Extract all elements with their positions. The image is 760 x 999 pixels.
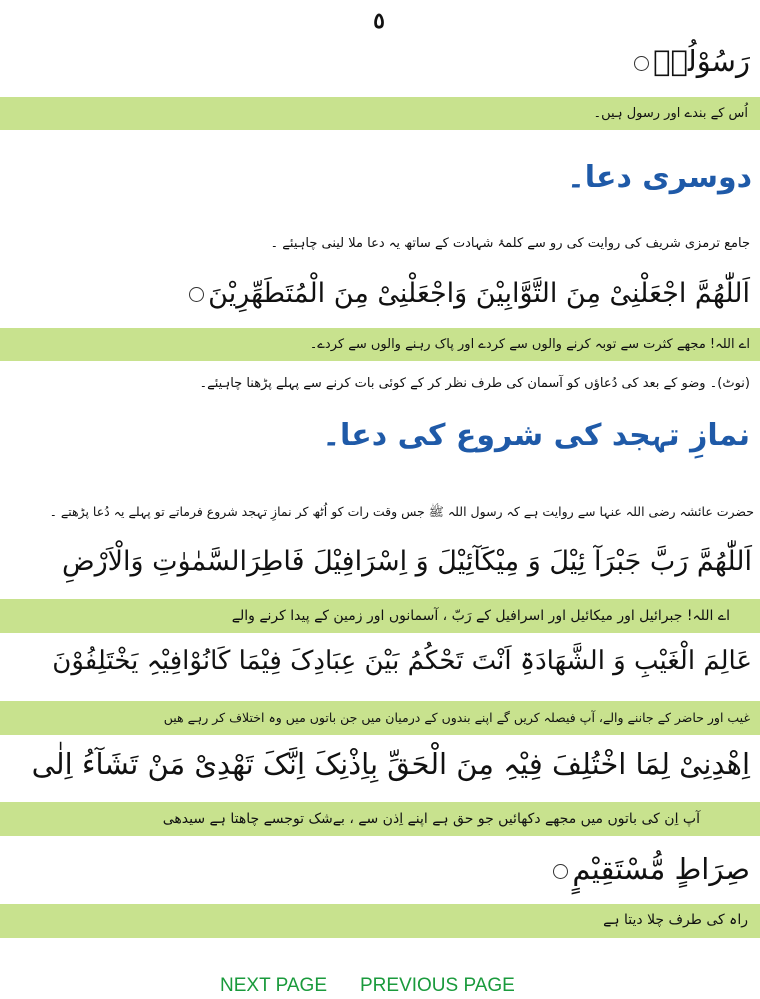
arabic-line-4 <box>553 852 750 886</box>
translation-text-6: راہ کی طرف چلا دیتا ہے <box>603 912 748 928</box>
translation-text-2: اے اللہ! مجھے کثرت سے توبہ کرنے والوں سے کردے اور پاک رہنے والوں سے کردے۔ <box>309 337 750 352</box>
second-dua-arabic-line <box>189 278 750 309</box>
verse-end-circle-icon <box>634 56 649 71</box>
note-text: (نوٹ)۔ وضو کے بعد کی دُعاؤں کو آسمان کی طرف نظر کر کے کوئی بات کرنے سے پہلے پڑھنا چاہیئے۔ <box>199 376 750 391</box>
intro-tahajjud-dua: حضرت عائشہ رضی اللہ عنہا سے روایت ہے کہ رسول اللہ ﷺ جس وقت رات کو اُٹھ کر نمازِ تہجد شروع فرماتے تو پہلے یہ دُعا پڑھتے ۔ <box>49 504 754 519</box>
heading-second-dua: دوسری دعا۔ <box>567 160 752 195</box>
intro-second-dua: جامع ترمزی شریف کی روایت کی رو سے کلمۂ شہادت کے ساتھ یہ دعا ملا لینی چاہیئے ۔ <box>270 236 750 251</box>
verse-end-circle-icon <box>189 287 204 302</box>
arabic-line-3: اِھْدِنِیْ لِمَا اخْتُلِفَ فِیْہِ مِنَ الْحَقِّ بِاِذْنِکَ اِنَّکَ تَھْدِیْ مَنْ تَشَآءُ اِلٰی <box>31 747 750 781</box>
translation-text-5: آپ اِن کی باتوں میں مجھے دکھائیں جو حق ہے اپنے اِذن سے ، بےشک توجسے چاھتا ہے سیدھی <box>162 811 700 827</box>
previous-page-link[interactable]: PREVIOUS PAGE <box>360 975 515 996</box>
translation-text-4: غیب اور حاضر کے جاننے والے، آپ فیصلہ کریں گے اپنے بندوں کے درمیان میں جن باتوں میں وہ اختلاف کر رہے ھیں <box>163 710 750 725</box>
arabic-line-2: عَالِمَ الْغَیْبِ وَ الشَّھَادَۃِ اَنْتَ تَحْکُمُ بَیْنَ عِبَادِکَ فِیْمَا کَانُوْافِیْہِ یَخْتَلِفُوْنَ <box>52 646 752 676</box>
verse-end-circle-icon <box>553 864 568 879</box>
arabic-line-1: اَللّٰھُمَّ رَبَّ جَبْرَآ ئِیْلَ وَ مِیْکَآئِیْلَ وَ اِسْرَافِیْلَ فَاطِرَالسَّمٰوٰتِ وَالْاَرْضِ <box>61 546 752 577</box>
translation-text-3: اے اللہ! جبرائیل اور میکائیل اور اسرافیل کے رَبّ ، آسمانوں اور زمین کے پیدا کرنے والے <box>231 608 730 624</box>
translation-text-1: اُس کے بندے اور رسول ہیں۔ <box>593 106 748 121</box>
next-page-link[interactable]: NEXT PAGE <box>220 975 327 996</box>
heading-tahajjud-dua: نمازِ تہجد کی شروع کی دعا۔ <box>322 418 750 453</box>
arabic-line-4-text: صِرَاطٍ مُّسْتَقِیْمٍ <box>572 852 750 886</box>
top-arabic-line <box>634 44 750 78</box>
top-arabic-text: رَسُوْلُہٗ <box>653 44 750 78</box>
second-dua-arabic-text: اَللّٰھُمَّ اجْعَلْنِیْ مِنَ التَّوَّابِیْنَ وَاجْعَلْنِیْ مِنَ الْمُتَطَھِّرِیْنَ <box>208 278 750 309</box>
page-number: ٥ <box>373 8 385 34</box>
